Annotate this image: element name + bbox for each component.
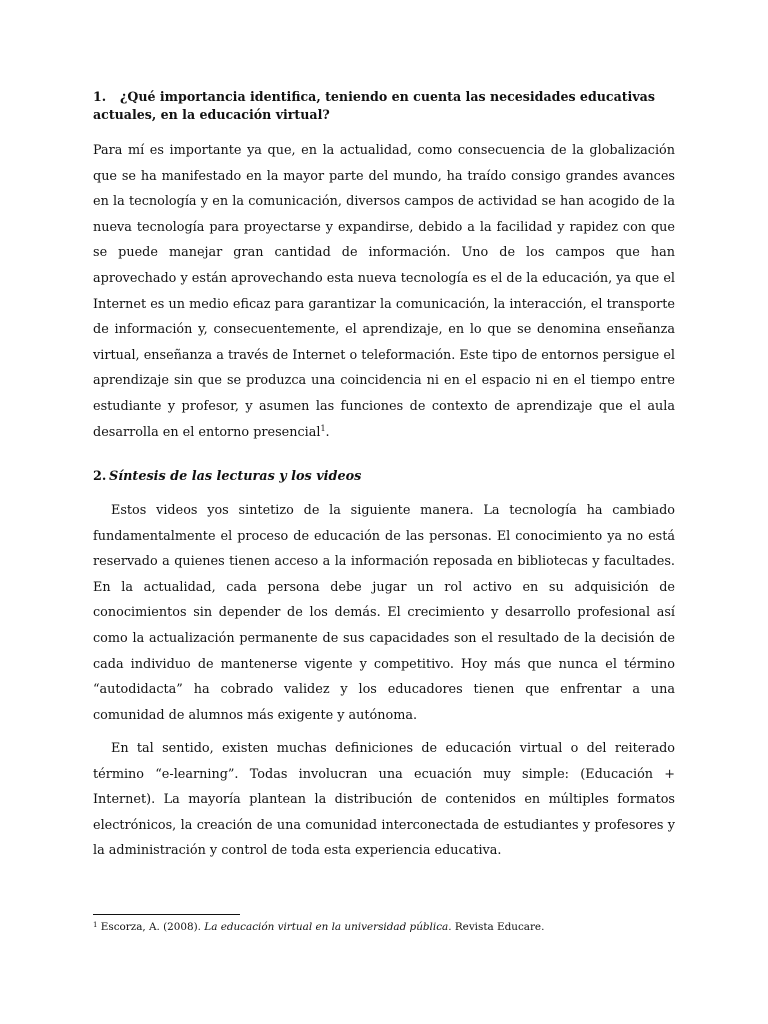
section-2-paragraph-1: Estos videos yos sintetizo de la siguiente manera. La tecnología ha cambiado fundamentalmente el proceso de educación de las personas. El conocimiento ya no está reservado a quienes tienen acceso a la información reposada en bibliotecas y facultades. En la actualidad, cada persona debe jugar un rol activo en su adquisición de conocimientos sin depender de los demás. El crecimiento y desarrollo profesional así como la actualización permanente de sus capacidades son el resultado de la decisión de cada individuo de mantenerse vigente y competitivo. Hoy más que nunca el término “autodidacta” ha cobrado validez y los educadores tienen que enfrentar a una comunidad de alumnos más exigente y autónoma.	[93, 503, 675, 723]
footnote-title: La educación virtual en la universidad pública.	[204, 921, 452, 933]
section-1-heading	[93, 88, 693, 124]
section-1-paragraph-text: Para mí es importante ya que, en la actualidad, como consecuencia de la globalización que se ha manifestado en la mayor parte del mundo, ha traído consigo grandes avances en la tecnología y en la comunicación, diversos campos de actividad se han acogido de la nueva tecnología para proyectarse y expandirse, debido a la facilidad y rapidez con que se puede manejar gran cantidad de información. Uno de los campos que han aprovechado y están aprovechando esta nueva tecnología es el de la educación, ya que el Internet es un medio eficaz para garantizar la comunicación, la interacción, el transporte de información y, consecuentemente, el aprendizaje, en lo que se denomina enseñanza virtual, enseñanza a través de Internet o teleformación. Este tipo de entornos persigue el aprendizaje sin que se produzca una coincidencia ni en el espacio ni en el tiempo entre estudiante y profesor, y asumen las funciones de contexto de aprendizaje que el aula desarrolla en el entorno presencial	[93, 143, 675, 440]
footnote	[93, 920, 693, 934]
footnote-mark: 1	[93, 921, 98, 929]
footnote-source: Revista Educare.	[454, 921, 545, 933]
section-1-number: 1.	[93, 89, 107, 104]
footnote-reference[interactable]: 1	[320, 423, 326, 433]
footnote-separator	[93, 914, 240, 915]
section-1-title: ¿Qué importancia identifica, teniendo en cuenta las necesidades educativas actuales, en la educación virtual?	[93, 89, 655, 122]
section-2-title: Síntesis de las lecturas y los videos	[109, 469, 362, 484]
footnote-author: Escorza, A. (2008).	[100, 921, 201, 933]
section-2-paragraph-2: En tal sentido, existen muchas definiciones de educación virtual o del reiterado término “e-learning”. Todas involucran una ecuación muy simple: (Educación + Internet). La mayoría plantean la distribución de contenidos en múltiples formatos electrónicos, la creación de una comunidad interconectada de estudiantes y profesores y la administración y control de toda esta experiencia educativa.	[93, 741, 675, 859]
section-1-paragraph-end: .	[325, 424, 330, 440]
section-1-paragraph	[93, 138, 675, 445]
section-2-heading	[93, 468, 693, 486]
section-2-number: 2.	[93, 469, 107, 484]
